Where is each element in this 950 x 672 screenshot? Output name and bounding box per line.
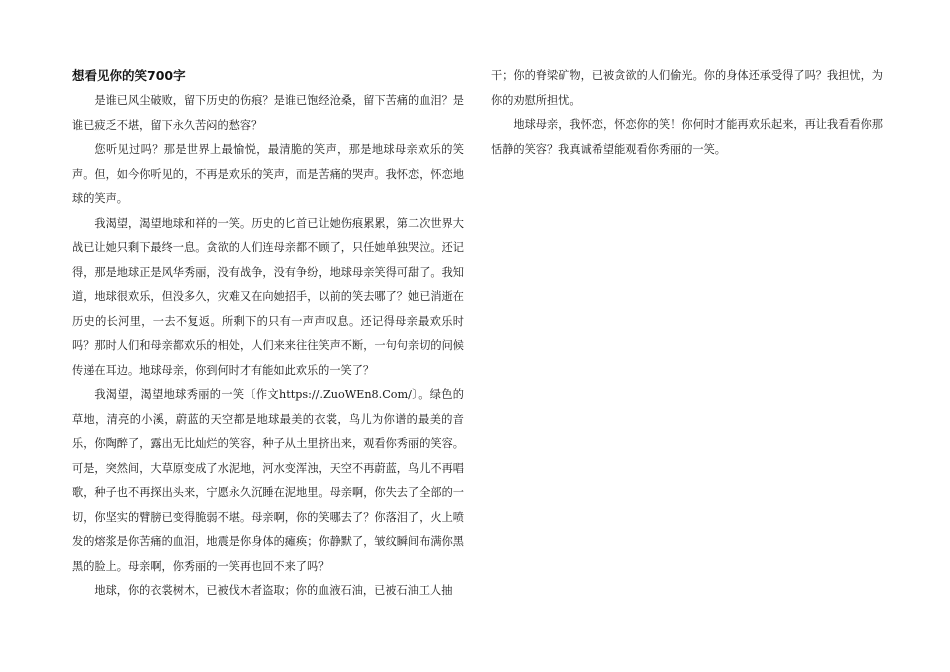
document-title: 想看见你的笑700字 — [72, 68, 186, 83]
paragraph: 我渴望，渴望地球秀丽的一笑〔作文https://.ZuoWEn8.Com/〕。绿色的草地，清亮的小溪，蔚蓝的天空都是地球最美的衣裳，鸟儿为你谱的最美的音乐，你陶醉了，露出无比灿烂的笑容，种子从土里挤出来，观看你秀丽的笑容。可是，突然间，大草原变成了水泥地，河水变浑浊，天空不再蔚蓝，鸟儿不再唱歌，种子也不再探出头来，宁愿永久沉睡在泥地里。母亲啊，你失去了全部的一切，你坚实的臂膀已变得脆弱不堪。母亲啊，你的笑哪去了？你落泪了，火上喷发的熔浆是你苦痛的血泪，地震是你身体的瘫痪；你静默了，皱纹瞬间布满你黑黑的脸上。母亲啊，你秀丽的一笑再也回不来了吗？ — [72, 388, 464, 573]
paragraph: 我渴望，渴望地球和祥的一笑。历史的匕首已让她伤痕累累，第二次世界大战已让她只剩下最终一息。贪欲的人们连母亲都不顾了，只任她单独哭泣。还记得，那是地球正是风华秀丽，没有战争，没有争纷，地球母亲笑得可甜了。我知道，地球很欢乐，但没多久，灾难又在向她招手，以前的笑去哪了？她已消逝在历史的长河里，一去不复返。所剩下的只有一声声叹息。还记得母亲最欢乐时吗？那时人们和母亲都欢乐的相处，人们来来往往笑声不断，一句句亲切的问候传递在耳边。地球母亲，你到何时才有能如此欢乐的一笑了？ — [72, 216, 464, 377]
paragraph: 您听见过吗？那是世界上最愉悦，最清脆的笑声，那是地球母亲欢乐的笑声。但，如今你听见的，不再是欢乐的笑声，而是苦痛的哭声。我怀恋，怀恋地球的笑声。 — [72, 143, 464, 205]
right-column — [491, 64, 883, 162]
paragraph-continued: 干；你的脊梁矿物，已被贪欲的人们偷光。你的身体还承受得了吗？我担忧，为你的劝慰所担忧。 — [491, 69, 883, 107]
paragraph: 是谁已风尘破败，留下历史的伤痕？是谁已饱经沧桑，留下苦痛的血泪？是谁已疲乏不堪，留下永久苦闷的愁容？ — [72, 94, 464, 132]
paragraph: 地球，你的衣裳树木，已被伐木者盗取；你的血液石油，已被石油工人抽 — [94, 584, 453, 597]
left-column — [72, 64, 464, 604]
paragraph: 地球母亲，我怀恋，怀恋你的笑！你何时才能再欢乐起来，再让我看看你那恬静的笑容？我真诚希望能观看你秀丽的一笑。 — [491, 118, 883, 156]
